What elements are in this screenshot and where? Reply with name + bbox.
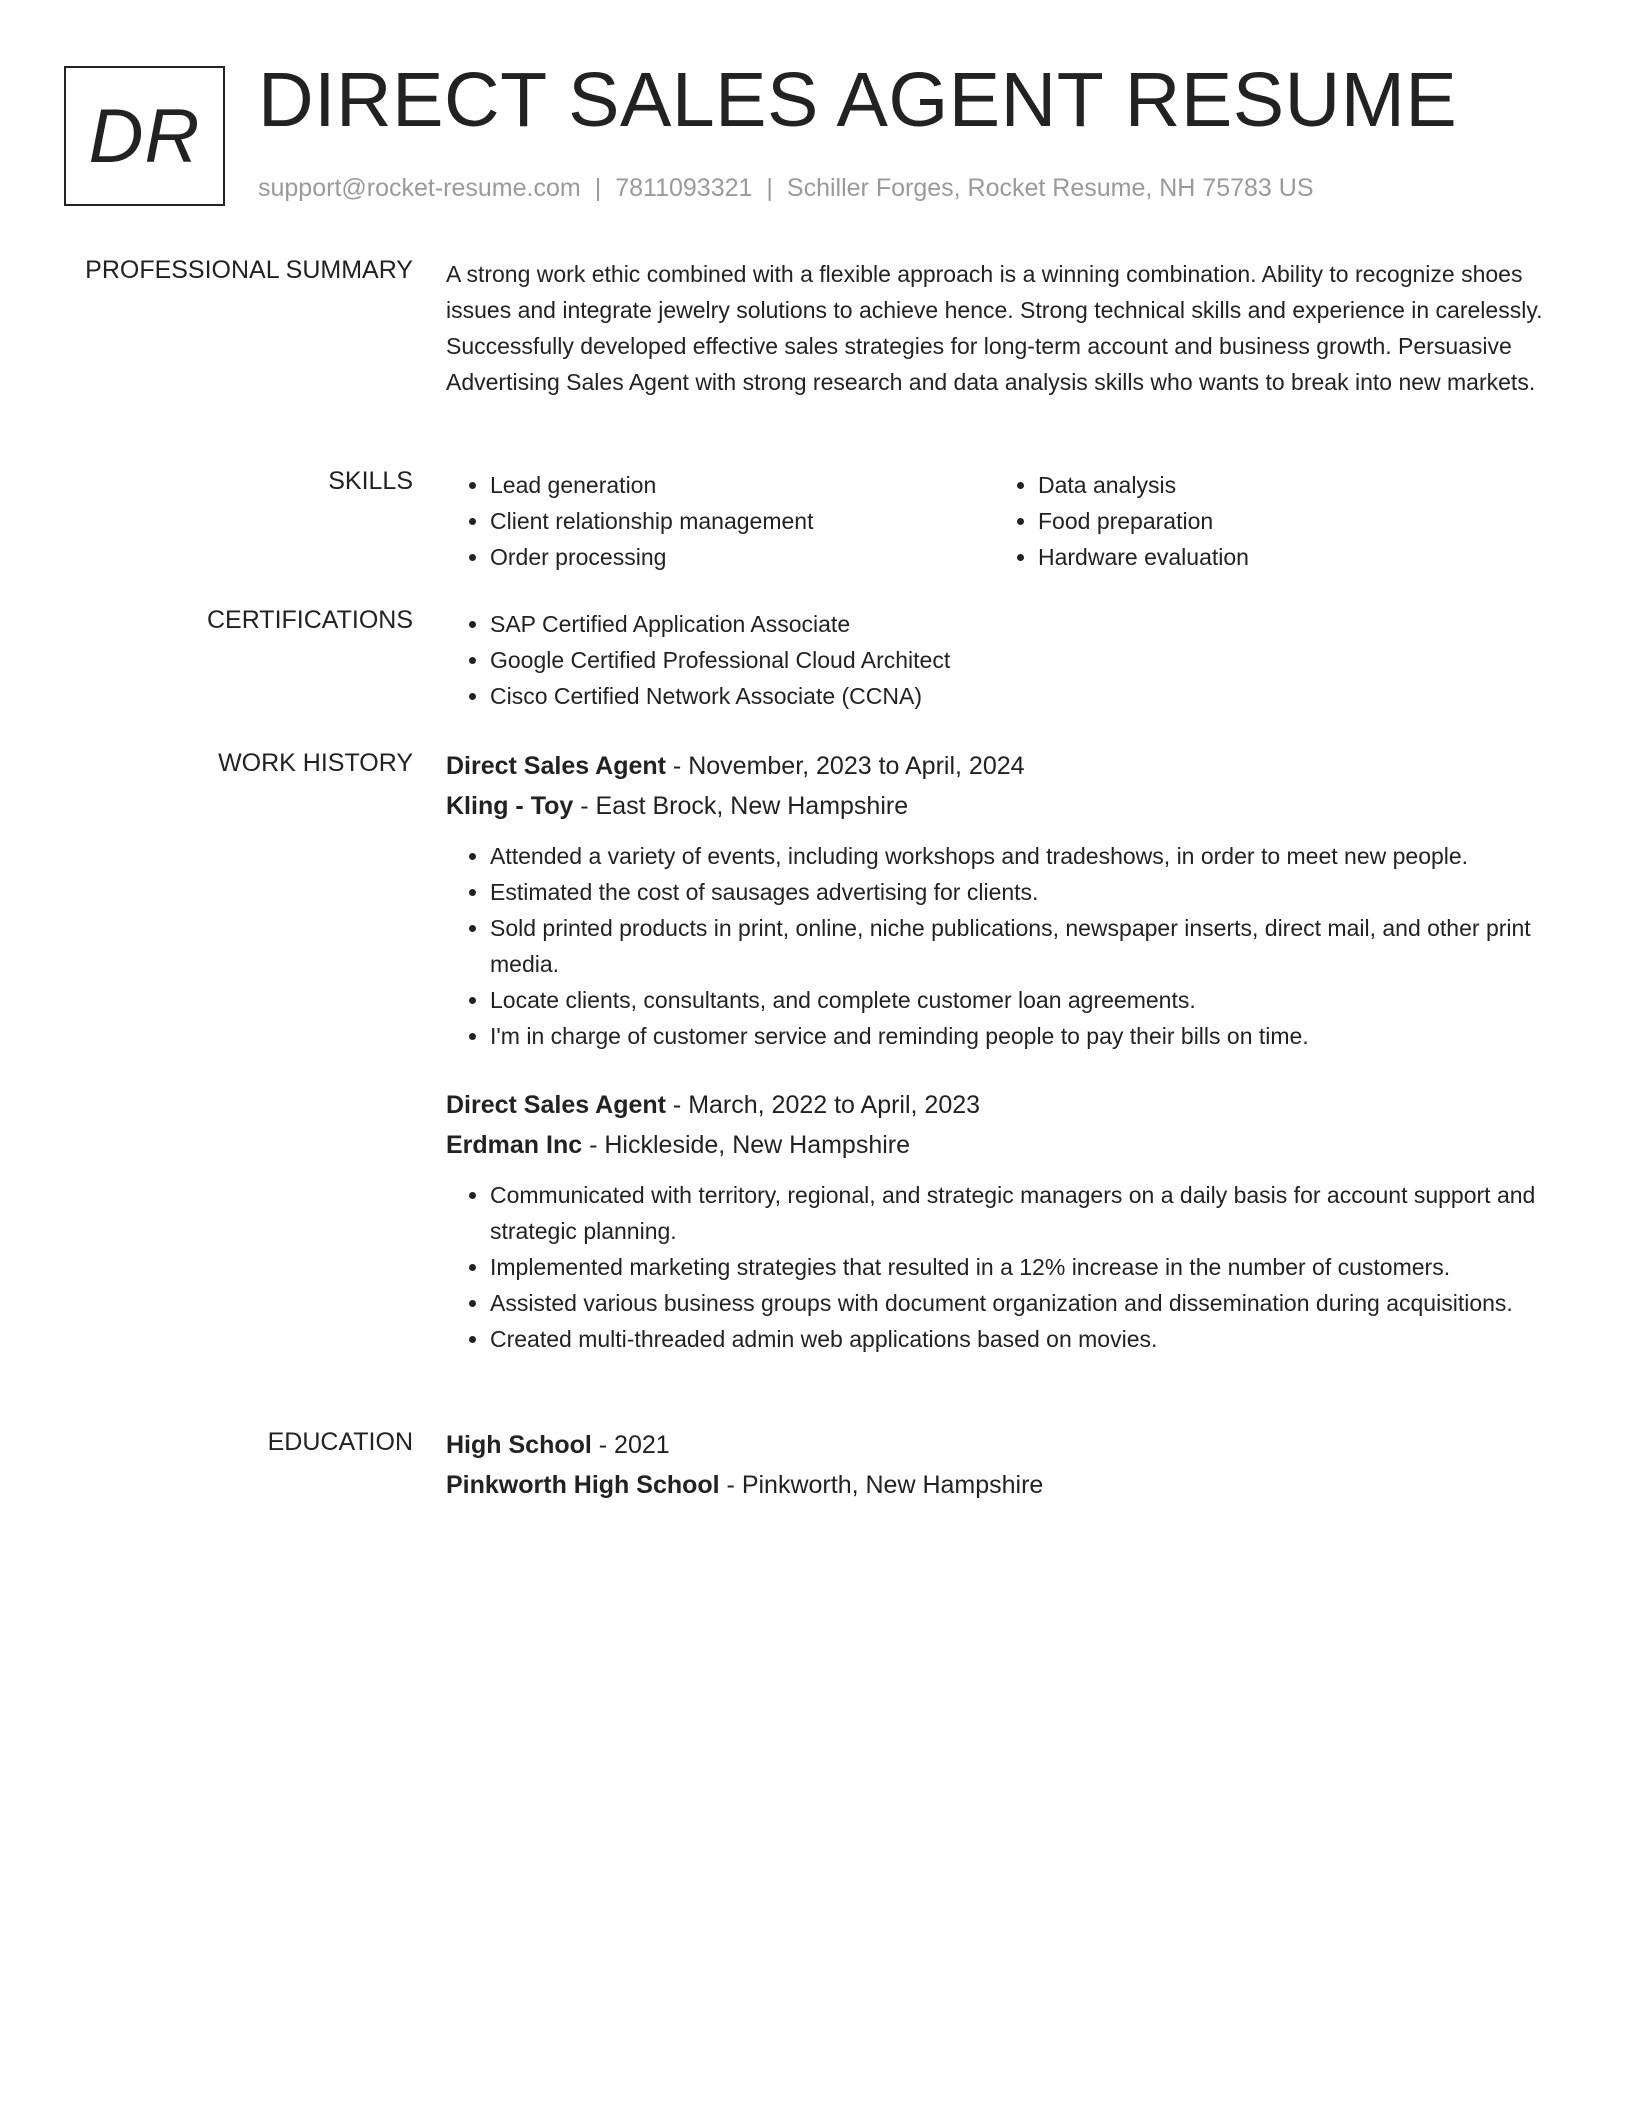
job-title-line (446, 746, 1558, 786)
skill-item: • Data analysis (1038, 467, 1542, 503)
job-dates: - March, 2022 to April, 2023 (665, 1091, 981, 1119)
contact-separator: | (594, 174, 602, 202)
monogram: DR (64, 66, 225, 206)
education-school-line (446, 1465, 1558, 1505)
job-company: Kling - Toy (446, 792, 574, 820)
job-bullet: • Created multi-threaded admin web applications based on movies. (490, 1321, 1558, 1357)
job-company: Erdman Inc (446, 1131, 583, 1159)
job-title-line (446, 1085, 1558, 1125)
job-company-line (446, 1125, 1558, 1165)
education-degree: High School (446, 1431, 592, 1459)
education-section (446, 1425, 1558, 1505)
page-title: DIRECT SALES AGENT RESUME (258, 57, 1458, 143)
skill-item: • Client relationship management (490, 503, 994, 539)
job-title: Direct Sales Agent (446, 1091, 666, 1119)
contact-separator: | (766, 174, 773, 202)
job-bullets (446, 838, 1558, 1054)
contact-address: Schiller Forges, Rocket Resume, NH 75783 US (786, 174, 1314, 202)
skill-item: • Order processing (490, 539, 994, 575)
contact-line (258, 174, 1314, 203)
summary-section (446, 256, 1558, 400)
job-company-line (446, 786, 1558, 826)
contact-phone: 7811093321 (615, 174, 753, 202)
education-year: - 2021 (591, 1431, 670, 1459)
certification-item: • Cisco Certified Network Associate (CCNA) (490, 678, 1558, 714)
job-bullet: • Attended a variety of events, including workshops and tradeshows, in order to meet new people. (490, 838, 1558, 874)
education-school: Pinkworth High School (446, 1471, 720, 1499)
education-location: - Pinkworth, New Hampshire (719, 1471, 1044, 1499)
job-entry (446, 1085, 1558, 1357)
skills-list-right (994, 467, 1542, 575)
job-bullet: • Locate clients, consultants, and complete customer loan agreements. (490, 982, 1558, 1018)
section-label-summary: PROFESSIONAL SUMMARY (85, 256, 413, 284)
certification-item: • SAP Certified Application Associate (490, 606, 1558, 642)
job-location: - East Brock, New Hampshire (573, 792, 909, 820)
job-location: - Hickleside, New Hampshire (582, 1131, 911, 1159)
skill-item: • Hardware evaluation (1038, 539, 1542, 575)
section-label-work-history: WORK HISTORY (218, 749, 413, 777)
certifications-list (446, 606, 1558, 714)
job-bullet: • Communicated with territory, regional, and strategic managers on a daily basis for account support and strategic planning. (490, 1177, 1558, 1249)
section-label-skills: SKILLS (328, 467, 413, 495)
job-entry (446, 746, 1558, 1054)
job-bullet: • Assisted various business groups with document organization and dissemination during acquisitions. (490, 1285, 1558, 1321)
job-bullet: • Implemented marketing strategies that resulted in a 12% increase in the number of customers. (490, 1249, 1558, 1285)
education-degree-line (446, 1425, 1558, 1465)
skills-grid (446, 467, 1558, 575)
job-bullet: • I'm in charge of customer service and reminding people to pay their bills on time. (490, 1018, 1558, 1054)
section-label-certifications: CERTIFICATIONS (206, 606, 413, 634)
section-label-education: EDUCATION (267, 1428, 413, 1456)
job-title: Direct Sales Agent (446, 752, 666, 780)
job-bullet: • Sold printed products in print, online, niche publications, newspaper inserts, direct mail, and other print media. (490, 910, 1558, 982)
certifications-section (446, 606, 1558, 714)
job-bullet: • Estimated the cost of sausages advertising for clients. (490, 874, 1558, 910)
skills-section (446, 467, 1558, 575)
summary-text: A strong work ethic combined with a flexible approach is a winning combination. Ability to recognize shoes issues and integrate jewelry solutions to achieve hence. Strong technical skills and experience in carelessly. Successfully developed effective sales strategies for long-term account and business growth. Persuasive Advertising Sales Agent with strong research and data analysis skills who wants to break into new markets. (446, 261, 1543, 395)
contact-email: support@rocket-resume.com (258, 174, 581, 202)
skill-item: • Food preparation (1038, 503, 1542, 539)
certification-item: • Google Certified Professional Cloud Architect (490, 642, 1558, 678)
job-dates: - November, 2023 to April, 2024 (665, 752, 1025, 780)
job-bullets (446, 1177, 1558, 1357)
skill-item: • Lead generation (490, 467, 994, 503)
skills-list-left (446, 467, 994, 575)
